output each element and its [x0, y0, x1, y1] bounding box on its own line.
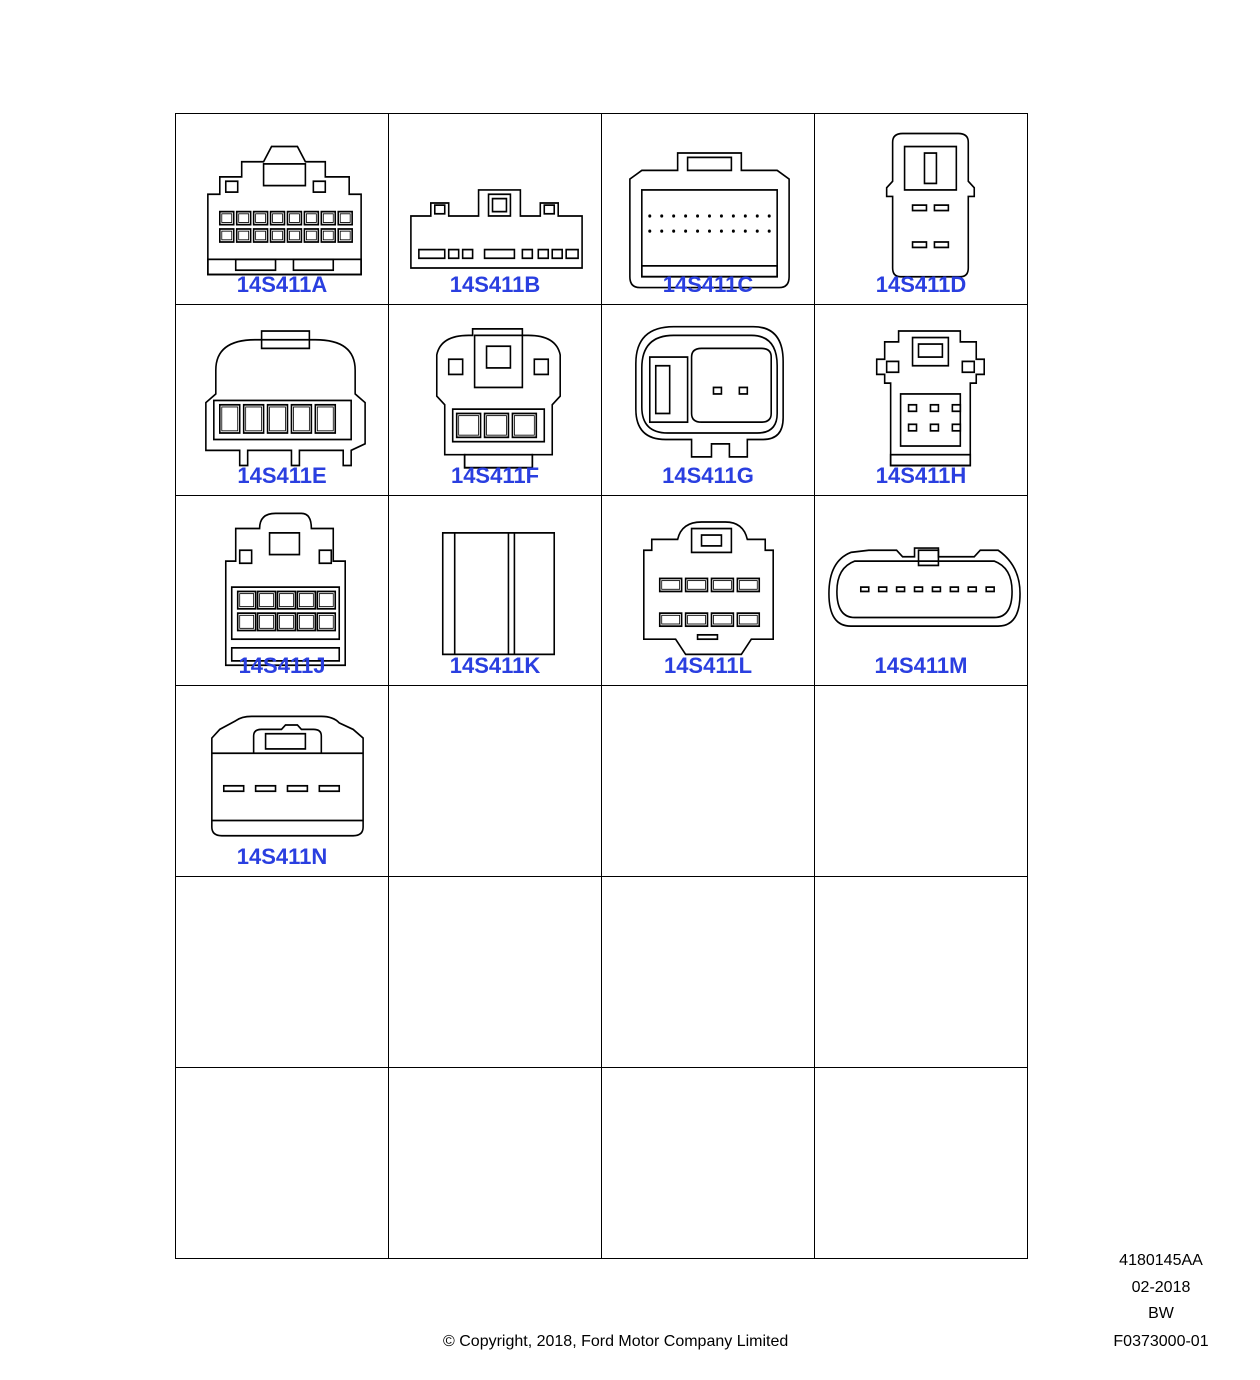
- connector-cell: [389, 496, 602, 687]
- connector-label: 14S411M: [874, 653, 968, 679]
- connector-label: 14S411C: [662, 271, 754, 297]
- empty-cell: [602, 877, 815, 1068]
- empty-cell: [815, 1068, 1028, 1259]
- connector-grid: [175, 113, 1028, 1259]
- part-number: 4180145AA: [1119, 1252, 1203, 1269]
- copyright-notice: © Copyright, 2018, Ford Motor Company Limited: [443, 1333, 789, 1350]
- connector-cell: [389, 305, 602, 496]
- connector-label: 14S411G: [662, 462, 754, 488]
- connector-cell: [176, 496, 389, 687]
- connector-label: 14S411E: [237, 462, 327, 488]
- author-initials: BW: [1148, 1305, 1174, 1322]
- connector-label: 14S411D: [875, 271, 967, 297]
- connector-cell: [815, 305, 1028, 496]
- connector-cell: [602, 305, 815, 496]
- connector-label: 14S411B: [449, 271, 541, 297]
- empty-cell: [176, 877, 389, 1068]
- empty-cell: [602, 1068, 815, 1259]
- empty-cell: [176, 1068, 389, 1259]
- empty-cell: [815, 686, 1028, 877]
- figure-id: F0373000-01: [1113, 1333, 1209, 1350]
- connector-label: 14S411J: [238, 653, 326, 679]
- empty-cell: [389, 686, 602, 877]
- empty-cell: [815, 877, 1028, 1068]
- connector-cell: [176, 305, 389, 496]
- connector-cell: [602, 114, 815, 305]
- connector-cell: [815, 496, 1028, 687]
- connector-label: 14S411A: [236, 271, 328, 297]
- connector-label: 14S411H: [875, 462, 967, 488]
- connector-label: 14S411F: [450, 462, 540, 488]
- empty-cell: [602, 686, 815, 877]
- revision-date: 02-2018: [1131, 1279, 1191, 1296]
- connector-label: 14S411L: [663, 653, 753, 679]
- connector-cell: [176, 686, 389, 877]
- connector-label: 14S411K: [449, 653, 541, 679]
- connector-cell: [389, 114, 602, 305]
- empty-cell: [389, 1068, 602, 1259]
- connector-cell: [602, 496, 815, 687]
- connector-cell: [176, 114, 389, 305]
- connector-cell: [815, 114, 1028, 305]
- empty-cell: [389, 877, 602, 1068]
- connector-label: 14S411N: [236, 844, 328, 870]
